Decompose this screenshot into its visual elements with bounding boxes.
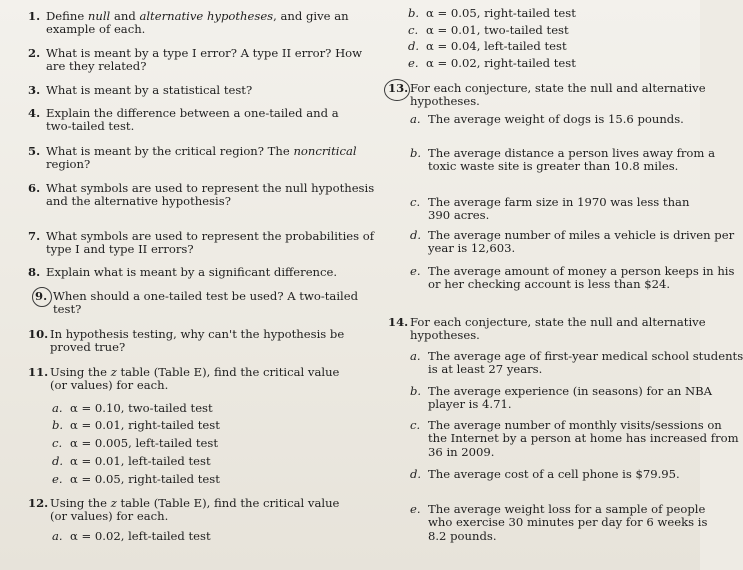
- question-number: 10.: [28, 327, 49, 341]
- question-line: (or values) for each.: [50, 509, 169, 524]
- question-number: 14.: [388, 315, 409, 329]
- question-line: example of each.: [46, 22, 146, 37]
- item-line: 390 acres.: [428, 208, 490, 223]
- question-line: two-tailed test.: [46, 119, 135, 134]
- question-number: 8.: [28, 265, 41, 279]
- item-letter: e.: [52, 472, 63, 486]
- item-letter: a.: [52, 401, 63, 415]
- question-line: In hypothesis testing, why can't the hypothesis be: [50, 327, 345, 341]
- item-letter: d.: [408, 39, 420, 53]
- item-line: The average number of monthly visits/sessions on: [428, 418, 722, 432]
- question-number: 12.: [28, 496, 49, 510]
- item-text: α = 0.05, right-tailed test: [426, 6, 576, 20]
- question-line: What is meant by a type I error? A type II error? How: [46, 46, 363, 60]
- question-line: What is meant by the critical region? The noncritical: [46, 144, 357, 158]
- item-letter: e.: [410, 502, 421, 516]
- item-letter: d.: [52, 454, 64, 468]
- item-text: α = 0.01, two-tailed test: [426, 23, 569, 37]
- question-number: 2.: [28, 46, 41, 60]
- item-line: the Internet by a person at home has increased from: [428, 431, 739, 446]
- item-letter: c.: [410, 195, 421, 209]
- question-line: Using the z table (Table E), find the critical value: [50, 496, 340, 510]
- item-letter: e.: [410, 264, 421, 278]
- item-text: α = 0.05, right-tailed test: [70, 472, 220, 486]
- item-line: is at least 27 years.: [428, 362, 543, 377]
- item-text: α = 0.04, left-tailed test: [426, 39, 567, 53]
- item-letter: a.: [410, 349, 421, 363]
- question-number: 1.: [28, 9, 41, 23]
- item-letter: d.: [410, 467, 422, 481]
- item-letter: e.: [408, 56, 419, 70]
- item-text: α = 0.01, left-tailed test: [70, 454, 211, 468]
- question-line: proved true?: [50, 340, 126, 355]
- question-line: (or values) for each.: [50, 378, 169, 393]
- question-line: For each conjecture, state the null and alternative: [410, 81, 706, 95]
- question-line: region?: [46, 157, 91, 172]
- item-line: The average weight loss for a sample of people: [428, 502, 706, 516]
- question-number: 13.: [388, 81, 409, 95]
- item-letter: b.: [52, 418, 64, 432]
- item-letter: b.: [410, 384, 422, 398]
- question-line: and the alternative hypothesis?: [46, 194, 231, 209]
- question-line: are they related?: [46, 59, 147, 74]
- item-line: The average distance a person lives away from a: [428, 146, 716, 160]
- item-text: α = 0.02, left-tailed test: [70, 529, 211, 543]
- question-line: What symbols are used to represent the probabilities of: [46, 229, 375, 243]
- item-letter: c.: [408, 23, 419, 37]
- question-number: 4.: [28, 106, 41, 120]
- item-text: α = 0.01, right-tailed test: [70, 418, 220, 432]
- item-text: α = 0.02, right-tailed test: [426, 56, 576, 70]
- item-letter: b.: [408, 6, 420, 20]
- question-line: hypotheses.: [410, 328, 480, 343]
- item-text: α = 0.10, two-tailed test: [70, 401, 213, 415]
- item-line: who exercise 30 minutes per day for 6 weeks is: [428, 515, 708, 530]
- item-line: The average farm size in 1970 was less than: [428, 195, 690, 209]
- item-line: player is 4.71.: [428, 397, 512, 412]
- question-number: 3.: [28, 83, 41, 97]
- question-line: Explain the difference between a one-tailed and a: [46, 106, 339, 120]
- item-letter: b.: [410, 146, 422, 160]
- item-line: The average experience (in seasons) for an NBA: [428, 384, 713, 398]
- question-line: What is meant by a statistical test?: [46, 83, 253, 97]
- item-line: year is 12,603.: [428, 241, 516, 256]
- item-line: or her checking account is less than $24.: [428, 277, 671, 292]
- item-letter: a.: [410, 112, 421, 126]
- question-number: 7.: [28, 229, 41, 243]
- item-letter: d.: [410, 228, 422, 242]
- question-number: 5.: [28, 144, 41, 158]
- item-letter: c.: [52, 436, 63, 450]
- question-number: 6.: [28, 181, 41, 195]
- question-line: test?: [53, 302, 82, 317]
- question-line: type I and type II errors?: [46, 242, 194, 257]
- item-line: The average age of first-year medical school students: [428, 349, 743, 363]
- question-line: When should a one-tailed test be used? A two-tailed: [53, 289, 359, 303]
- question-line: hypotheses.: [410, 94, 480, 109]
- item-text: α = 0.005, left-tailed test: [70, 436, 218, 450]
- question-line: Explain what is meant by a significant difference.: [46, 265, 338, 279]
- item-line: The average amount of money a person keeps in his: [428, 264, 735, 278]
- item-line: toxic waste site is greater than 10.8 miles.: [428, 159, 679, 174]
- item-line: The average number of miles a vehicle is driven per: [428, 228, 735, 242]
- item-letter: a.: [52, 529, 63, 543]
- question-line: Using the z table (Table E), find the critical value: [50, 365, 340, 379]
- item-line: 8.2 pounds.: [428, 528, 497, 543]
- item-letter: c.: [410, 418, 421, 432]
- item-line: The average weight of dogs is 15.6 pounds.: [428, 112, 684, 126]
- question-number: 11.: [28, 365, 49, 379]
- question-line: What symbols are used to represent the null hypothesis: [46, 181, 375, 195]
- question-number: 9.: [35, 289, 48, 303]
- question-line: Define null and alternative hypotheses, and give an: [46, 9, 349, 23]
- item-line: 36 in 2009.: [428, 444, 495, 459]
- question-line: For each conjecture, state the null and alternative: [410, 315, 706, 329]
- item-line: The average cost of a cell phone is $79.95.: [428, 467, 680, 481]
